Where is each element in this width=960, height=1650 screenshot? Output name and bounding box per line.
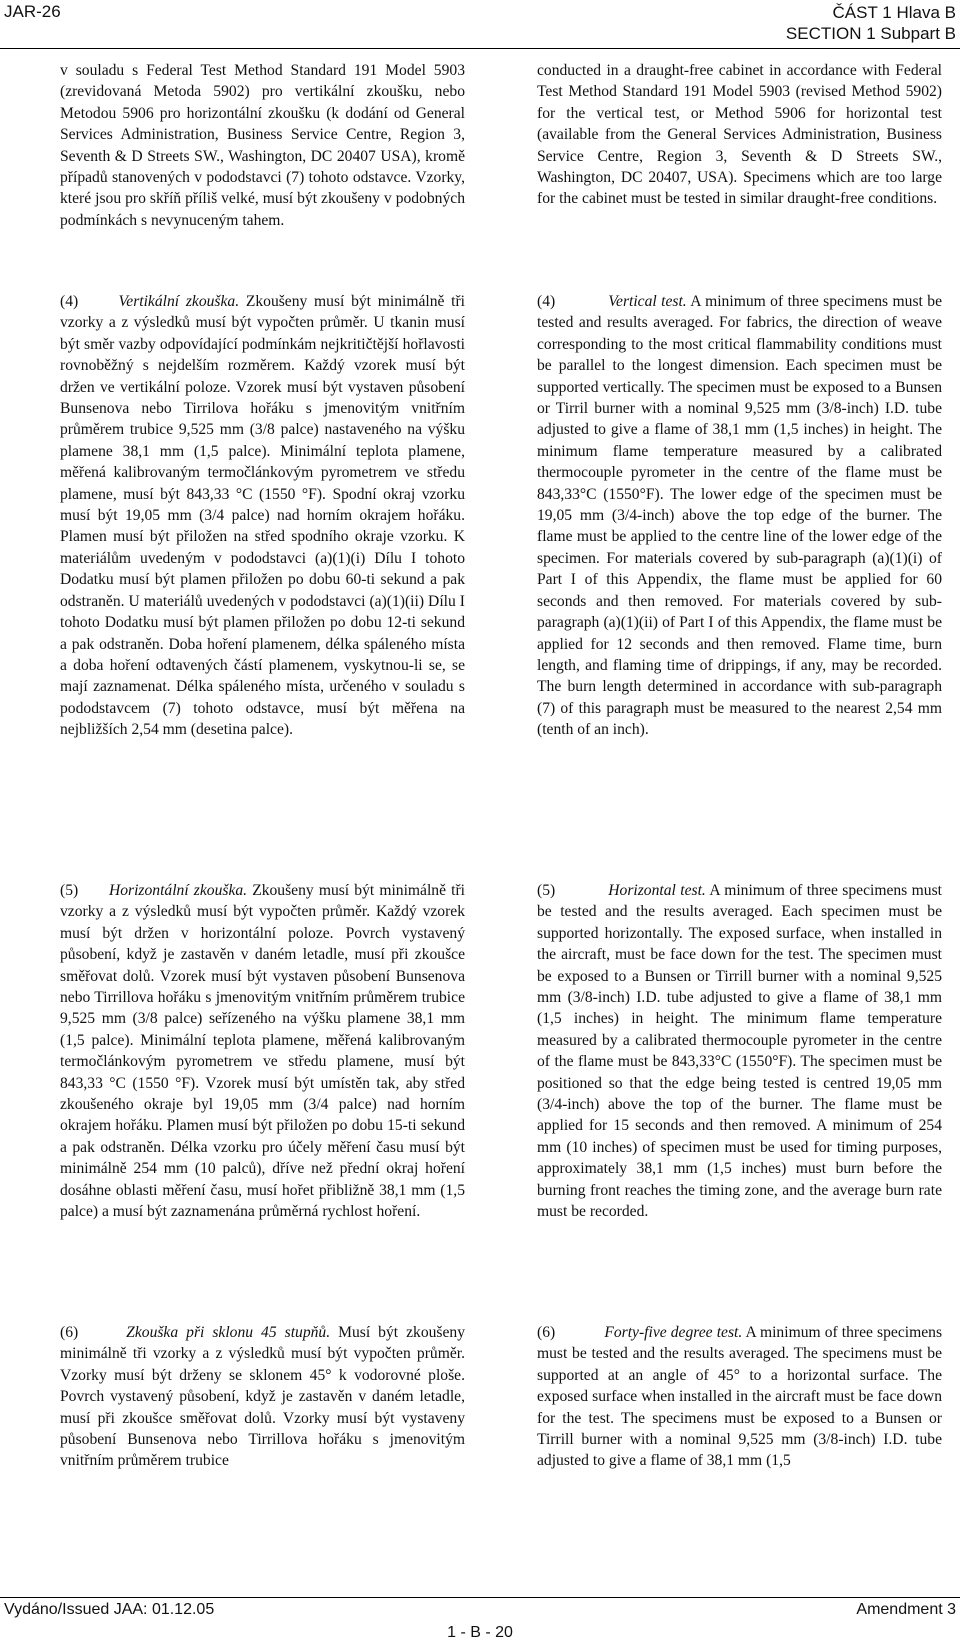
paragraph-title: Horizontální zkouška. xyxy=(108,882,248,899)
czech-paragraph-intro: v souladu s Federal Test Method Standard 191 Model 5903 (zrevidovaná Metoda 5902) pro vertikální zkoušku, nebo Metodou 5906 pro horizontální zkoušku (k dodání od General Services Administration, Business Service Centre, Region 3, Seventh & D Streets SW., Washington, DC 20407 USA), kromě případů stanovených v pododstavci (7) tohoto odstavce. Vzorky, které jsou pro skříň příliš velké, musí být zkoušeny v podobných podmínkách s nevynuceným tahem. xyxy=(60,62,465,229)
english-paragraph-5 xyxy=(537,880,942,1223)
czech-paragraph-5 xyxy=(60,880,465,1223)
english-paragraph-6 xyxy=(537,1322,942,1472)
czech-paragraph-4 xyxy=(60,291,465,741)
english-paragraph-intro: conducted in a draught-free cabinet in accordance with Federal Test Method Standard 191 Model 5903 (revised Method 5902) for the vertical test, or Method 5906 for horizontal test (available from the General Services Administration, Business Service Centre, Region 3, Seventh & D Streets SW., Washington, DC 20407, USA). Specimens which are too large for the cabinet must be tested in similar draught-free conditions. xyxy=(537,62,942,208)
section-heading xyxy=(786,2,956,44)
section-heading-czech: ČÁST 1 Hlava B xyxy=(832,3,956,22)
paragraph-number: (5) xyxy=(537,882,556,899)
page-number: 1 - B - 20 xyxy=(447,1624,513,1641)
paragraph-number: (5) xyxy=(60,882,79,899)
paragraph-number: (6) xyxy=(60,1324,79,1341)
paragraph-title: Horizontal test. xyxy=(608,882,706,899)
paragraph-number: (4) xyxy=(60,293,79,310)
footer-divider xyxy=(0,1597,960,1598)
paragraph-number: (6) xyxy=(537,1324,556,1341)
paragraph-body: Musí být zkoušeny minimálně tři vzorky a z výsledků musí být vypočten průměr. Vzorky musí být drženy se sklonem 45° k vodorovné ploše. Povrch vystavený působení, když je zastavěn v daném letadle, musí při zkoušce směřovat dolů. Vzorky musí být vystaveny působení Bunsenova nebo Tirrillova hořáku s jmenovitým vnitřním průměrem trubice xyxy=(60,1324,465,1470)
czech-paragraph-6 xyxy=(60,1322,465,1472)
paragraph-body: Zkoušeny musí být minimálně tři vzorky a z výsledků musí být vypočten průměr. U tkanin musí být směr vazby odpovídající podmínkám nejkritičtější hořlavosti rovnoběžný s nejdelším rozměrem. Každý vzorek musí být držen ve vertikální poloze. Vzorek musí být vystaven působení Bunsenova nebo Tirrilova hořáku s jmenovitým vnitřním průměrem trubice 9,525 mm (3/8 palce) nastaveného na výšku plamene 38,1 mm (1,5 palce). Minimální teplota plamene, měřená kalibrovaným termočlánkovým pyrometrem ve středu plamene, musí být 843,33 °C (1550 °F). Spodní okraj vzorku musí být 19,05 mm (3/4 palce) nad horním okrajem hořáku. Plamen musí být přiložen na střed spodního okraje vzorku. K materiálům uvedeným v pododstavci (a)(1)(i) Dílu I tohoto Dodatku musí být plamen přiložen po dobu 60-ti sekund a pak odstraněn. U materiálů uvedených v pododstavci (a)(1)(ii) Dílu I tohoto Dodatku musí být plamen přiložen po dobu 12-ti sekund a pak odstraněn. Doba hoření plamenem, délka spáleného místa a doba hoření odtavených částí plamenem, vyskytnou-li se, se mají zaznamenat. Délka spáleného místa, určeného v souladu s pododstavcem (7) tohoto odstavce, musí být měřena na nejbližších 2,54 mm (desetina palce). xyxy=(60,293,465,739)
paragraph-title: Forty-five degree test. xyxy=(604,1324,743,1341)
paragraph-body: A minimum of three specimens must be tested and results averaged. For fabrics, the direction of weave corresponding to the most critical flammability conditions must be parallel to the longest dimension. Each specimen must be supported vertically. The specimen must be exposed to a Bunsen or Tirril burner with a nominal 9,525 mm (3/8-inch) I.D. tube adjusted to give a flame of 38,1 mm (1,5 inches) in height. The minimum flame temperature measured by a calibrated thermocouple pyrometer in the centre of the flame must be 843,33°C (1550°F). The lower edge of the specimen must be 19,05 mm (3/4-inch) above the top edge of the burner. The flame must be applied to the centre line of the lower edge of the specimen. For materials covered by sub-paragraph (a)(1)(i) of Part I of this Appendix, the flame must be applied for 60 seconds and then removed. For materials covered by sub-paragraph (a)(1)(ii) of Part I of this Appendix, the flame must be applied for 12 seconds and then removed. Flame time, burn length, and flaming time of drippings, if any, may be recorded. The burn length determined in accordance with sub-paragraph (7) of this paragraph must be measured to the nearest 2,54 mm (tenth of an inch). xyxy=(537,293,943,739)
amendment-label: Amendment 3 xyxy=(856,1601,956,1618)
document-id: JAR-26 xyxy=(4,2,61,21)
header-divider xyxy=(0,48,960,49)
issue-date: Vydáno/Issued JAA: 01.12.05 xyxy=(4,1601,215,1618)
section-heading-english: SECTION 1 Subpart B xyxy=(785,24,956,43)
english-paragraph-4 xyxy=(537,291,942,741)
paragraph-body: A minimum of three specimens must be tested and the results averaged. The specimens must be supported at an angle of 45° to a horizontal surface. The exposed surface when installed in the aircraft must be face down for the test. The specimens must be exposed to a Bunsen or Tirrill burner with a nominal 9,525 mm (3/8-inch) I.D. tube adjusted to give a flame of 38,1 mm (1,5 xyxy=(537,1324,943,1470)
paragraph-number: (4) xyxy=(537,293,556,310)
paragraph-title: Zkouška při sklonu 45 stupňů. xyxy=(126,1324,331,1341)
paragraph-body: A minimum of three specimens must be tested and the results averaged. Each specimen must be supported horizontally. The exposed surface, when installed in the aircraft, must be face down for the test. The specimen must be exposed to a Bunsen or Tirrill burner with a nominal 9,525 mm (3/8-inch) I.D. tube adjusted to give a flame of 38,1 mm (1,5 inches) in height. The minimum flame temperature measured by a calibrated thermocouple pyrometer in the centre of the flame must be 843,33°C (1550°F). The specimen must be positioned so that the edge being tested is centred 19,05 mm (3/4-inch) above the top of the burner. The flame must be applied for 15 seconds and then removed. A minimum of 254 mm (10 inches) of specimen must be used for timing purposes, approximately 38,1 mm (1,5 inches) must burn before the burning front reaches the timing zone, and the average burn rate must be recorded. xyxy=(537,882,942,1221)
paragraph-body: Zkoušeny musí být minimálně tři vzorky a z výsledků musí být vypočten průměr. Každý vzorek musí být držen v horizontální poloze. Povrch vystavený působení, když je zastavěn v daném letadle, musí při zkoušce směřovat dolů. Vzorek musí být vystaven působení Bunsenova nebo Tirrillova hořáku s jmenovitým vnitřním průměrem trubice 9,525 mm (3/8 palce) seřízeného na výšku plamene 38,1 mm (1,5 palce). Minimální teplota plamene, měřená kalibrovaným termočlánkovým pyrometrem ve středu plamene, musí být 843,33 °C (1550 °F). Vzorek musí být umístěn tak, aby střed zkoušeného okraje byl 19,05 mm (3/4 palce) nad horním okrajem hořáku. Plamen musí být přiložen po dobu 15-ti sekund a pak odstraněn. Délka vzorku pro účely měření času musí být minimálně 254 mm (10 palců), dříve než přední okraj hoření dosáhne oblasti měření času, musí hořet přibližně 38,1 mm (1,5 palce) a musí být zaznamenána průměrná rychlost hoření. xyxy=(60,882,465,1221)
paragraph-title: Vertikální zkouška. xyxy=(118,293,240,310)
paragraph-title: Vertical test. xyxy=(608,293,687,310)
